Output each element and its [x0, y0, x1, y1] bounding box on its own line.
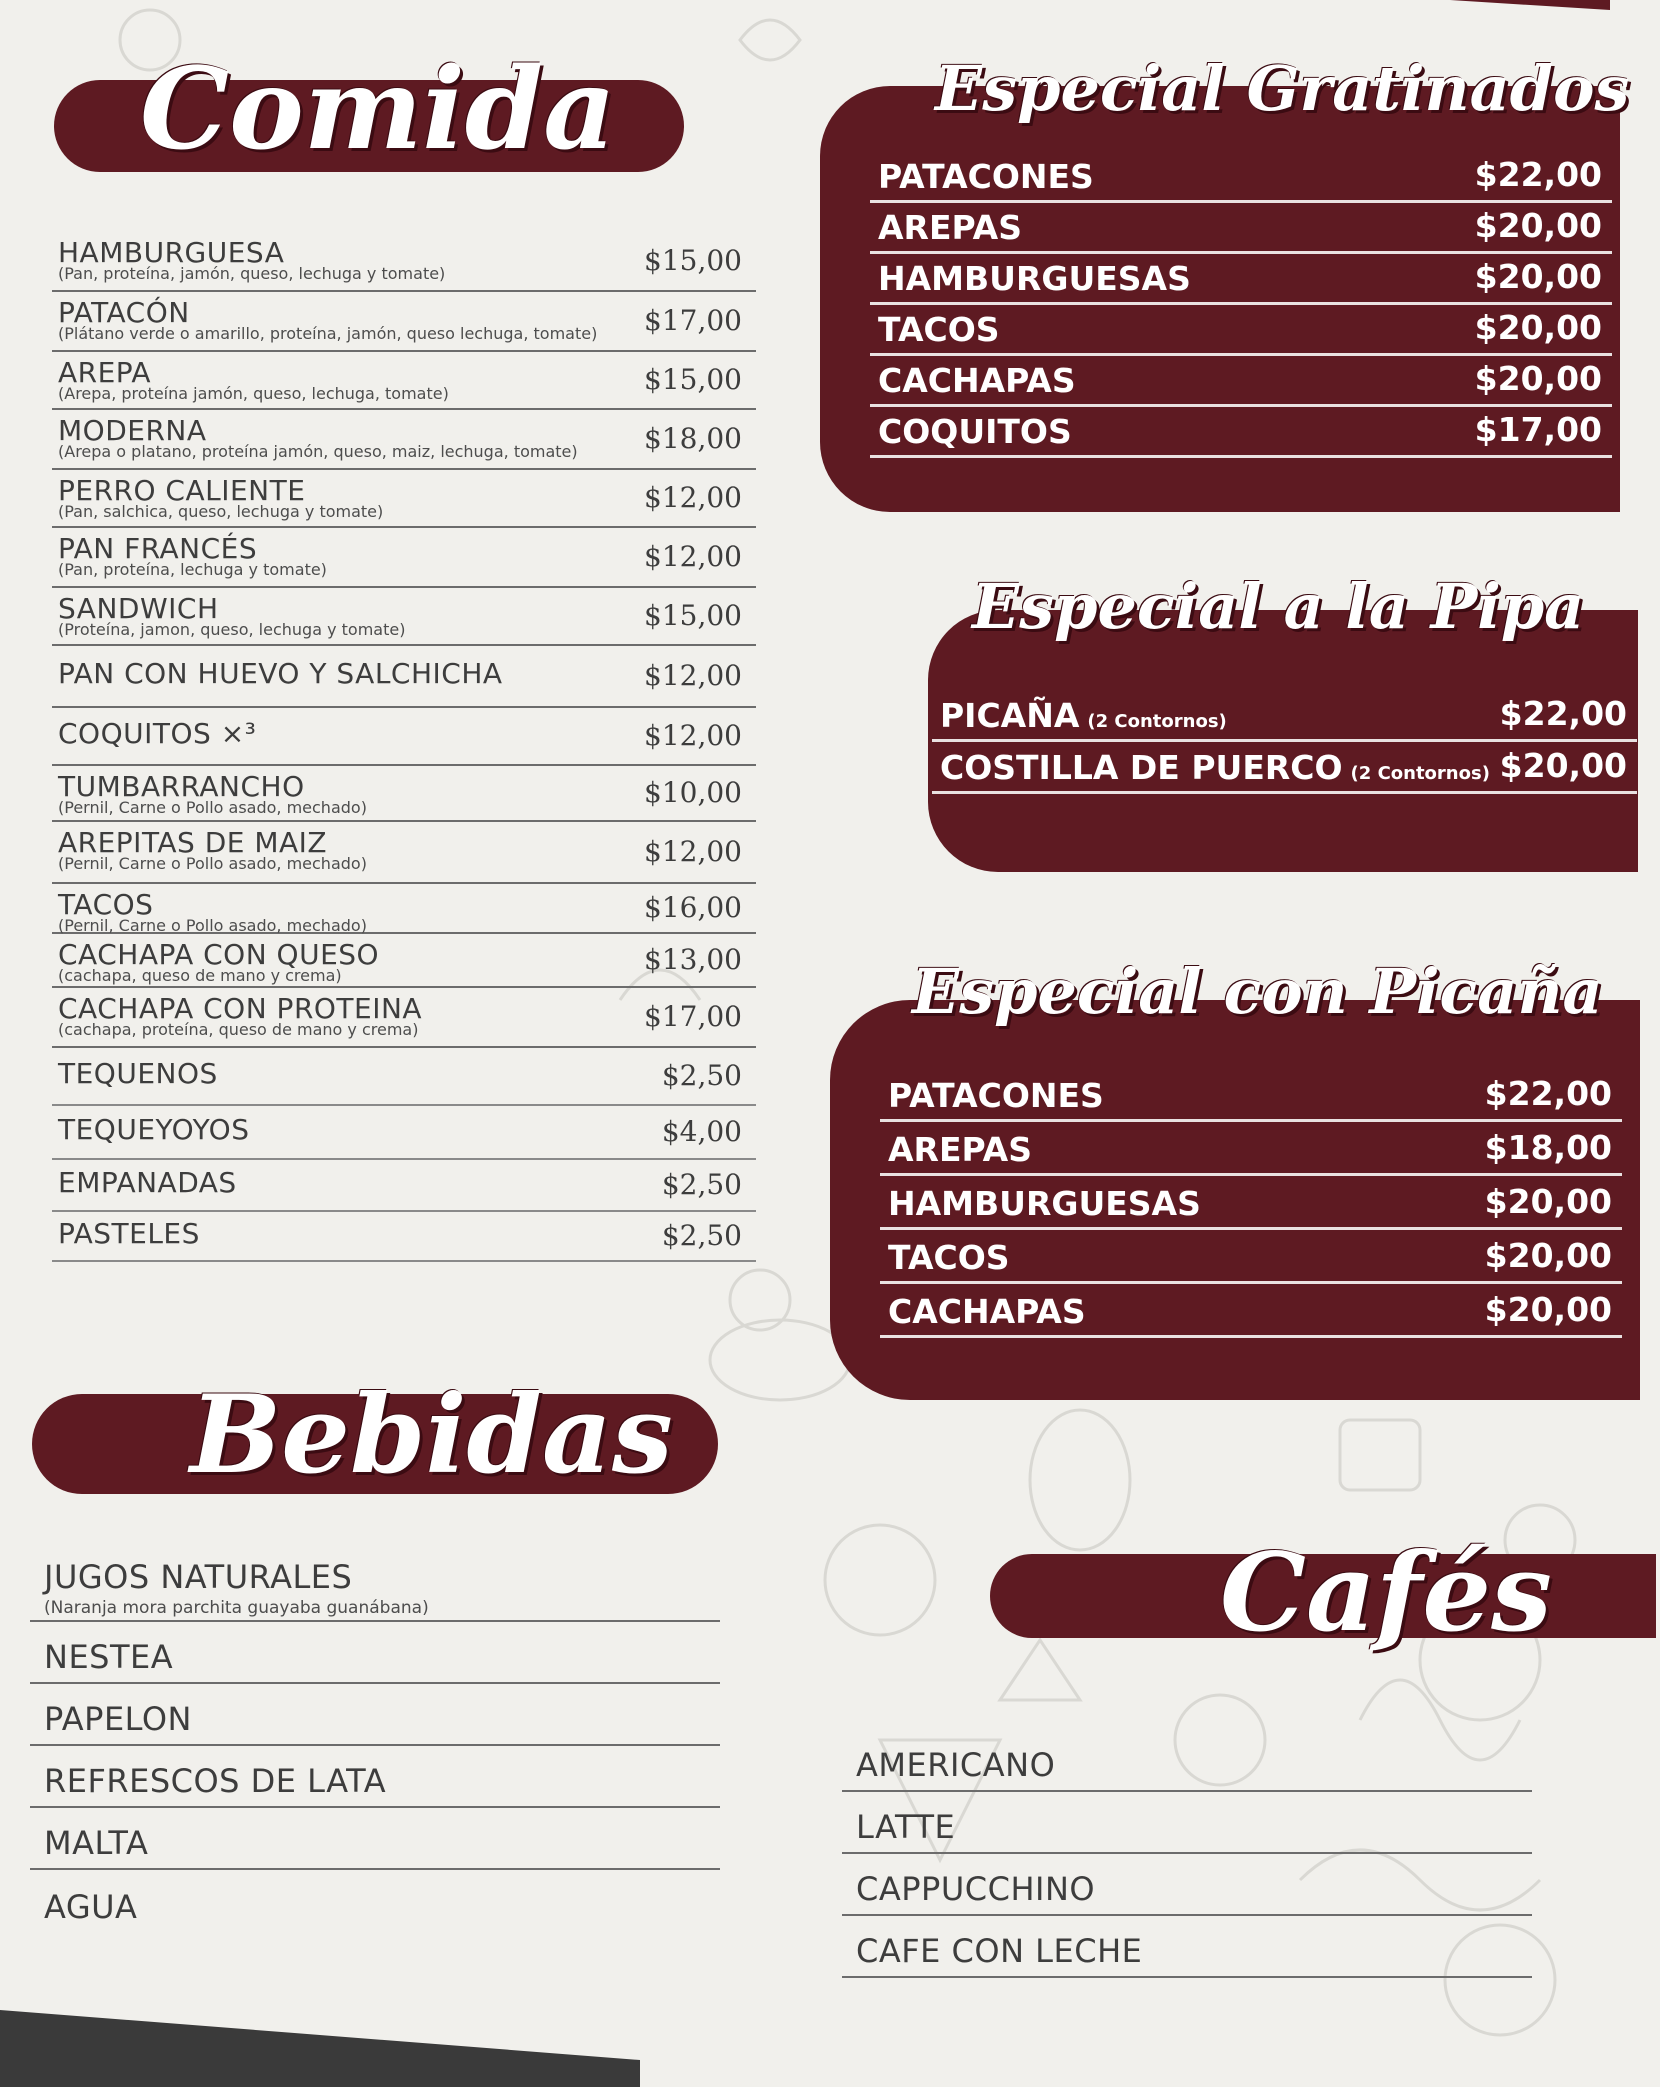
- bebidas-item-name: AGUA: [44, 1888, 138, 1926]
- comida-item-price: $17,00: [644, 304, 742, 337]
- comida-item-price: $12,00: [644, 719, 742, 752]
- comida-item-price: $16,00: [644, 891, 742, 924]
- gratinados-title: Especial Gratinados: [935, 52, 1630, 125]
- comida-item-description: (Pan, salchica, queso, lechuga y tomate): [58, 502, 384, 521]
- comida-list: [52, 232, 756, 1262]
- gratinados-item-name-text: TACOS: [878, 310, 1000, 349]
- comida-item-price: $12,00: [644, 540, 742, 573]
- bebidas-item-name: PAPELON: [44, 1700, 192, 1738]
- picana-item: [880, 1122, 1622, 1176]
- picana-title: Especial con Picaña: [912, 955, 1603, 1028]
- gratinados-item: [870, 152, 1612, 203]
- cafes-item: [842, 1730, 1532, 1792]
- picana-item-name: [888, 1076, 1104, 1115]
- picana-item-price: $20,00: [1484, 1182, 1612, 1221]
- picana-item-name-text: HAMBURGUESAS: [888, 1184, 1201, 1223]
- gratinados-item-name-text: PATACONES: [878, 157, 1094, 196]
- comida-item-description: (Pernil, Carne o Pollo asado, mechado): [58, 798, 367, 817]
- bebidas-list: [30, 1560, 720, 1932]
- comida-item-price: $13,00: [644, 943, 742, 976]
- comida-item-price: $2,50: [661, 1168, 742, 1201]
- comida-item: [52, 884, 756, 934]
- gratinados-item-price: $22,00: [1474, 155, 1602, 194]
- comida-item: [52, 1212, 756, 1262]
- bebidas-item: [30, 1684, 720, 1746]
- bebidas-item: [30, 1746, 720, 1808]
- picana-item-price: $18,00: [1484, 1128, 1612, 1167]
- gratinados-item-price: $20,00: [1474, 359, 1602, 398]
- comida-item-description: (Pan, proteína, lechuga y tomate): [58, 560, 327, 579]
- gratinados-item: [870, 407, 1612, 458]
- picana-item: [880, 1176, 1622, 1230]
- cafes-item-name: LATTE: [856, 1808, 956, 1846]
- gratinados-item-name-text: CACHAPAS: [878, 361, 1076, 400]
- gratinados-item-name: [878, 361, 1076, 400]
- comida-item: [52, 766, 756, 822]
- picana-item: [880, 1068, 1622, 1122]
- comida-item-description: (Plátano verde o amarillo, proteína, jamón, queso lechuga, tomate): [58, 324, 598, 343]
- comida-item: [52, 988, 756, 1048]
- comida-item-name: AREPITAS DE MAIZ: [58, 826, 328, 859]
- comida-item-name: TEQUEYOYOS: [58, 1113, 250, 1146]
- comida-item-description: (Proteína, jamon, queso, lechuga y tomate): [58, 620, 406, 639]
- comida-item-price: $12,00: [644, 659, 742, 692]
- gratinados-item-name: [878, 412, 1072, 451]
- gratinados-item: [870, 254, 1612, 305]
- bebidas-item: [30, 1560, 720, 1622]
- gratinados-item: [870, 356, 1612, 407]
- comida-item-name: EMPANADAS: [58, 1166, 237, 1199]
- picana-item-price: $22,00: [1484, 1074, 1612, 1113]
- comida-item-name: PAN FRANCÉS: [58, 532, 258, 565]
- comida-item: [52, 822, 756, 884]
- comida-item-name: PERRO CALIENTE: [58, 474, 306, 507]
- comida-item: [52, 588, 756, 646]
- comida-item-price: $15,00: [644, 363, 742, 396]
- picana-item-name-text: PATACONES: [888, 1076, 1104, 1115]
- comida-item-name: TUMBARRANCHO: [58, 770, 305, 803]
- comida-item-name: TEQUENOS: [58, 1057, 218, 1090]
- bebidas-item-name: NESTEA: [44, 1638, 174, 1676]
- comida-item-price: $2,50: [661, 1059, 742, 1092]
- comida-item-description: (cachapa, queso de mano y crema): [58, 966, 342, 985]
- comida-item-name: SANDWICH: [58, 592, 219, 625]
- comida-item-price: $18,00: [644, 422, 742, 455]
- gratinados-item-name-text: HAMBURGUESAS: [878, 259, 1191, 298]
- pipa-title: Especial a la Pipa: [972, 570, 1585, 643]
- pipa-item-name: [940, 748, 1490, 787]
- comida-item-description: (Arepa o platano, proteína jamón, queso, maiz, lechuga, tomate): [58, 442, 578, 461]
- comida-item-price: $15,00: [644, 599, 742, 632]
- gratinados-item-price: $20,00: [1474, 206, 1602, 245]
- cafes-title: Cafés: [1220, 1530, 1552, 1656]
- gratinados-item-name-text: AREPAS: [878, 208, 1022, 247]
- gratinados-item: [870, 305, 1612, 356]
- comida-item-name: MODERNA: [58, 414, 207, 447]
- comida-item-price: $12,00: [644, 481, 742, 514]
- comida-item-price: $17,00: [644, 1000, 742, 1033]
- gratinados-item-price: $20,00: [1474, 257, 1602, 296]
- cafes-list: [842, 1730, 1532, 1978]
- gratinados-item-price: $17,00: [1474, 410, 1602, 449]
- pipa-item: [932, 742, 1637, 794]
- picana-item: [880, 1284, 1622, 1338]
- cafes-item-name: AMERICANO: [856, 1746, 1056, 1784]
- picana-item-name: [888, 1292, 1086, 1331]
- cafes-item-name: CAPPUCCHINO: [856, 1870, 1096, 1908]
- bebidas-item-description: (Naranja mora parchita guayaba guanábana): [44, 1598, 429, 1618]
- picana-item-name-text: TACOS: [888, 1238, 1010, 1277]
- comida-item-name: TACOS: [58, 888, 154, 921]
- comida-item: [52, 1160, 756, 1212]
- comida-item-name: PATACÓN: [58, 296, 190, 329]
- comida-item-description: (Pernil, Carne o Pollo asado, mechado): [58, 854, 367, 873]
- comida-item: [52, 528, 756, 588]
- cafes-item: [842, 1854, 1532, 1916]
- comida-item-name: PASTELES: [58, 1217, 200, 1250]
- bebidas-item-name: REFRESCOS DE LATA: [44, 1762, 387, 1800]
- comida-item-description: (Arepa, proteína jamón, queso, lechuga, tomate): [58, 384, 449, 403]
- bebidas-item-name: JUGOS NATURALES: [44, 1558, 353, 1596]
- picana-item-name: [888, 1130, 1032, 1169]
- comida-item: [52, 646, 756, 708]
- bebidas-item-name: MALTA: [44, 1824, 149, 1862]
- picana-item-name-text: CACHAPAS: [888, 1292, 1086, 1331]
- cafes-item: [842, 1916, 1532, 1978]
- comida-item-price: $2,50: [661, 1219, 742, 1252]
- picana-item-name-text: AREPAS: [888, 1130, 1032, 1169]
- picana-item-price: $20,00: [1484, 1236, 1612, 1275]
- gratinados-item: [870, 203, 1612, 254]
- pipa-item-price: $20,00: [1499, 746, 1627, 785]
- comida-item: [52, 934, 756, 988]
- comida-item-price: $15,00: [644, 244, 742, 277]
- comida-item: [52, 352, 756, 410]
- comida-item: [52, 470, 756, 528]
- comida-item-description: (Pernil, Carne o Pollo asado, mechado): [58, 916, 367, 935]
- comida-item: [52, 1106, 756, 1160]
- pipa-item-price: $22,00: [1499, 694, 1627, 733]
- comida-item-name: AREPA: [58, 356, 152, 389]
- comida-item: [52, 1048, 756, 1106]
- bebidas-item: [30, 1808, 720, 1870]
- comida-item-name: CACHAPA CON PROTEINA: [58, 992, 423, 1025]
- gratinados-item-name: [878, 208, 1022, 247]
- pipa-item-name-text: COSTILLA DE PUERCO: [940, 748, 1343, 787]
- comida-item-name: HAMBURGUESA: [58, 236, 285, 269]
- comida-item: [52, 708, 756, 766]
- comida-item-description: (Pan, proteína, jamón, queso, lechuga y tomate): [58, 264, 446, 283]
- picana-item-name: [888, 1238, 1010, 1277]
- comida-item-price: $4,00: [661, 1115, 742, 1148]
- picana-item-name: [888, 1184, 1201, 1223]
- pipa-item-name-text: PICAÑA: [940, 696, 1080, 735]
- pipa-item: [932, 690, 1637, 742]
- pipa-item-note: (2 Contornos): [1087, 711, 1227, 732]
- gratinados-item-name: [878, 310, 1000, 349]
- gratinados-item-name: [878, 157, 1094, 196]
- comida-item: [52, 410, 756, 470]
- pipa-item-name: [940, 696, 1227, 735]
- picana-item: [880, 1230, 1622, 1284]
- comida-item: [52, 232, 756, 292]
- comida-item-description: (cachapa, proteína, queso de mano y crema): [58, 1020, 419, 1039]
- bebidas-title: Bebidas: [190, 1372, 673, 1498]
- gratinados-item-name-text: COQUITOS: [878, 412, 1072, 451]
- cafes-item-name: CAFE CON LECHE: [856, 1932, 1143, 1970]
- comida-item-price: $10,00: [644, 776, 742, 809]
- gratinados-item-name: [878, 259, 1191, 298]
- comida-item-name: COQUITOS ×³: [58, 717, 257, 750]
- comida-item-name: PAN CON HUEVO Y SALCHICHA: [58, 657, 503, 690]
- cafes-item: [842, 1792, 1532, 1854]
- bebidas-item: [30, 1622, 720, 1684]
- pipa-item-note: (2 Contornos): [1350, 763, 1490, 784]
- comida-title: Comida: [140, 44, 616, 175]
- comida-item-price: $12,00: [644, 835, 742, 868]
- bebidas-item: [30, 1870, 720, 1932]
- comida-item: [52, 292, 756, 352]
- gratinados-item-price: $20,00: [1474, 308, 1602, 347]
- picana-item-price: $20,00: [1484, 1290, 1612, 1329]
- comida-item-name: CACHAPA CON QUESO: [58, 938, 380, 971]
